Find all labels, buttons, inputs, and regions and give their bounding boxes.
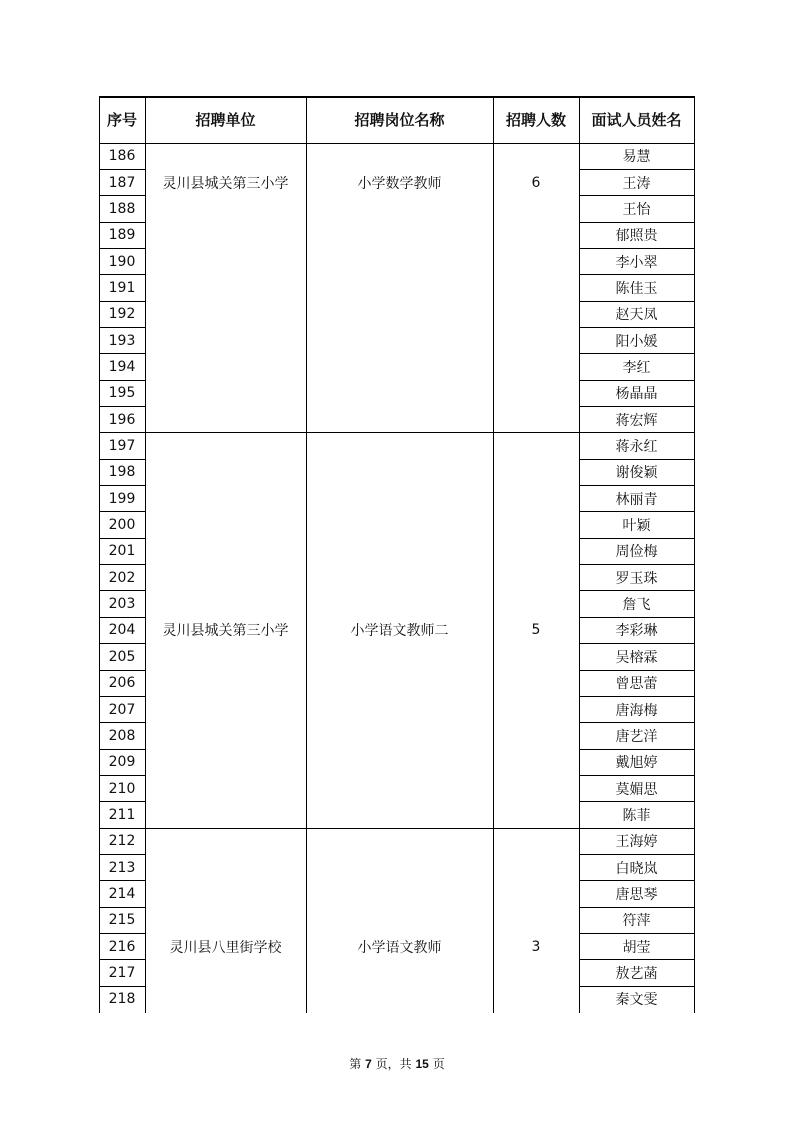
seq-number-cell: 186: [108, 148, 136, 165]
candidate-name-cell: 周俭梅: [615, 544, 658, 561]
seq-number-cell: 218: [108, 991, 136, 1008]
row-divider: [99, 670, 145, 671]
column-border: [694, 96, 696, 1013]
candidate-name-cell: 王涛: [622, 175, 651, 192]
seq-number-cell: 200: [108, 517, 136, 534]
seq-number-cell: 213: [108, 859, 136, 876]
candidate-name-cell: 郁照贵: [615, 228, 658, 245]
row-divider: [579, 933, 694, 934]
candidate-name-cell: 敖艺菡: [615, 966, 658, 983]
row-divider: [99, 406, 145, 407]
row-divider: [99, 538, 145, 539]
row-divider: [99, 353, 145, 354]
candidate-name-cell: 李红: [622, 359, 651, 376]
seq-number-cell: 194: [108, 358, 136, 375]
seq-number-cell: 197: [108, 438, 136, 455]
row-divider: [99, 327, 145, 328]
header-count: 招聘人数: [505, 111, 566, 129]
candidate-name-cell: 詹飞: [622, 597, 651, 614]
footer-middle: 页，共: [375, 1057, 412, 1071]
recruiting-unit-cell: 灵川县八里街学校: [169, 939, 282, 956]
row-divider: [579, 775, 694, 776]
candidate-name-cell: 曾思蕾: [615, 676, 658, 693]
job-position-cell: 小学语文教师: [357, 939, 442, 956]
seq-number-cell: 192: [108, 306, 136, 323]
row-divider: [579, 248, 694, 249]
candidate-name-cell: 罗玉珠: [615, 570, 658, 587]
seq-number-cell: 212: [108, 833, 136, 850]
row-divider: [99, 169, 145, 170]
row-divider: [99, 248, 145, 249]
row-divider: [99, 959, 145, 960]
row-divider: [99, 880, 145, 881]
seq-number-cell: 207: [108, 701, 136, 718]
seq-number-cell: 205: [108, 648, 136, 665]
group-divider: [99, 432, 694, 433]
candidate-name-cell: 陈菲: [622, 807, 651, 824]
header-unit: 招聘单位: [195, 111, 256, 129]
candidate-name-cell: 唐思琴: [615, 886, 658, 903]
seq-number-cell: 189: [108, 227, 136, 244]
candidate-name-cell: 谢俊颖: [615, 465, 658, 482]
row-divider: [579, 222, 694, 223]
seq-number-cell: 201: [108, 543, 136, 560]
row-divider: [579, 380, 694, 381]
row-divider: [99, 511, 145, 512]
seq-number-cell: 191: [108, 279, 136, 296]
table-top-border: [99, 96, 694, 98]
seq-number-cell: 188: [108, 200, 136, 217]
row-divider: [99, 696, 145, 697]
row-divider: [579, 643, 694, 644]
row-divider: [579, 195, 694, 196]
candidate-name-cell: 王海婷: [615, 834, 658, 851]
candidate-name-cell: 林丽青: [615, 491, 658, 508]
candidate-name-cell: 王怡: [622, 201, 651, 218]
row-divider: [99, 907, 145, 908]
seq-number-cell: 195: [108, 385, 136, 402]
footer-total-pages: 15: [415, 1057, 429, 1071]
row-divider: [99, 459, 145, 460]
header-bottom-border: [99, 143, 694, 144]
seq-number-cell: 199: [108, 490, 136, 507]
row-divider: [579, 722, 694, 723]
candidate-name-cell: 秦文雯: [615, 992, 658, 1009]
seq-number-cell: 215: [108, 912, 136, 929]
candidate-name-cell: 蒋宏辉: [615, 412, 658, 429]
row-divider: [579, 959, 694, 960]
row-divider: [579, 274, 694, 275]
candidate-name-cell: 戴旭婷: [615, 755, 658, 772]
group-divider: [99, 828, 694, 829]
seq-number-cell: 214: [108, 885, 136, 902]
row-divider: [99, 643, 145, 644]
row-divider: [579, 353, 694, 354]
row-divider: [579, 169, 694, 170]
row-divider: [99, 564, 145, 565]
page-footer: [0, 1055, 794, 1072]
footer-suffix: 页: [432, 1057, 445, 1071]
row-divider: [579, 986, 694, 987]
column-border: [579, 96, 580, 1013]
seq-number-cell: 206: [108, 675, 136, 692]
row-divider: [99, 775, 145, 776]
candidate-name-cell: 符萍: [622, 913, 651, 930]
row-divider: [99, 590, 145, 591]
candidate-name-cell: 蒋永红: [615, 439, 658, 456]
seq-number-cell: 204: [108, 622, 136, 639]
seq-number-cell: 190: [108, 253, 136, 270]
candidate-name-cell: 陈佳玉: [615, 280, 658, 297]
footer-page-number: 7: [365, 1057, 372, 1071]
row-divider: [579, 327, 694, 328]
column-border: [493, 96, 494, 1013]
seq-number-cell: 210: [108, 780, 136, 797]
candidate-name-cell: 叶颖: [622, 518, 651, 535]
row-divider: [99, 274, 145, 275]
header-name: 面试人员姓名: [591, 111, 682, 129]
column-border: [306, 96, 307, 1013]
row-divider: [579, 459, 694, 460]
row-divider: [99, 801, 145, 802]
seq-number-cell: 211: [108, 806, 136, 823]
column-border: [99, 96, 101, 1013]
candidate-name-cell: 易慧: [622, 149, 651, 166]
seq-number-cell: 217: [108, 965, 136, 982]
candidate-name-cell: 胡莹: [622, 939, 651, 956]
seq-number-cell: 202: [108, 569, 136, 586]
seq-number-cell: 196: [108, 411, 136, 428]
seq-number-cell: 193: [108, 332, 136, 349]
row-divider: [579, 590, 694, 591]
candidate-name-cell: 杨晶晶: [615, 386, 658, 403]
row-divider: [99, 617, 145, 618]
job-position-cell: 小学语文教师二: [350, 623, 449, 640]
candidate-name-cell: 吴榕霖: [615, 649, 658, 666]
row-divider: [579, 749, 694, 750]
row-divider: [579, 696, 694, 697]
footer-prefix: 第: [349, 1057, 362, 1071]
row-divider: [579, 854, 694, 855]
candidate-name-cell: 阳小媛: [615, 333, 658, 350]
candidate-name-cell: 李小翠: [615, 254, 658, 271]
candidate-name-cell: 莫媚思: [615, 781, 658, 798]
hiring-count-cell: 5: [531, 622, 541, 639]
recruiting-unit-cell: 灵川县城关第三小学: [162, 175, 289, 192]
row-divider: [99, 195, 145, 196]
row-divider: [99, 722, 145, 723]
row-divider: [579, 511, 694, 512]
seq-number-cell: 203: [108, 596, 136, 613]
recruiting-unit-cell: 灵川县城关第三小学: [162, 623, 289, 640]
hiring-count-cell: 6: [531, 174, 541, 191]
seq-number-cell: 198: [108, 464, 136, 481]
row-divider: [99, 485, 145, 486]
candidate-name-cell: 李彩琳: [615, 623, 658, 640]
job-position-cell: 小学数学教师: [357, 175, 442, 192]
column-border: [145, 96, 146, 1013]
seq-number-cell: 187: [108, 174, 136, 191]
row-divider: [579, 907, 694, 908]
row-divider: [99, 933, 145, 934]
hiring-count-cell: 3: [531, 938, 541, 955]
row-divider: [579, 301, 694, 302]
candidate-name-cell: 唐艺洋: [615, 728, 658, 745]
row-divider: [579, 617, 694, 618]
seq-number-cell: 208: [108, 727, 136, 744]
row-divider: [579, 406, 694, 407]
header-position: 招聘岗位名称: [354, 111, 445, 129]
row-divider: [579, 538, 694, 539]
candidate-name-cell: 白晓岚: [615, 860, 658, 877]
candidate-name-cell: 赵天凤: [615, 307, 658, 324]
seq-number-cell: 209: [108, 754, 136, 771]
row-divider: [99, 986, 145, 987]
row-divider: [579, 880, 694, 881]
row-divider: [99, 380, 145, 381]
row-divider: [579, 801, 694, 802]
row-divider: [99, 854, 145, 855]
header-seq: 序号: [106, 111, 137, 129]
row-divider: [579, 670, 694, 671]
candidate-name-cell: 唐海梅: [615, 702, 658, 719]
row-divider: [99, 749, 145, 750]
seq-number-cell: 216: [108, 938, 136, 955]
row-divider: [579, 564, 694, 565]
row-divider: [99, 301, 145, 302]
row-divider: [99, 222, 145, 223]
row-divider: [579, 485, 694, 486]
